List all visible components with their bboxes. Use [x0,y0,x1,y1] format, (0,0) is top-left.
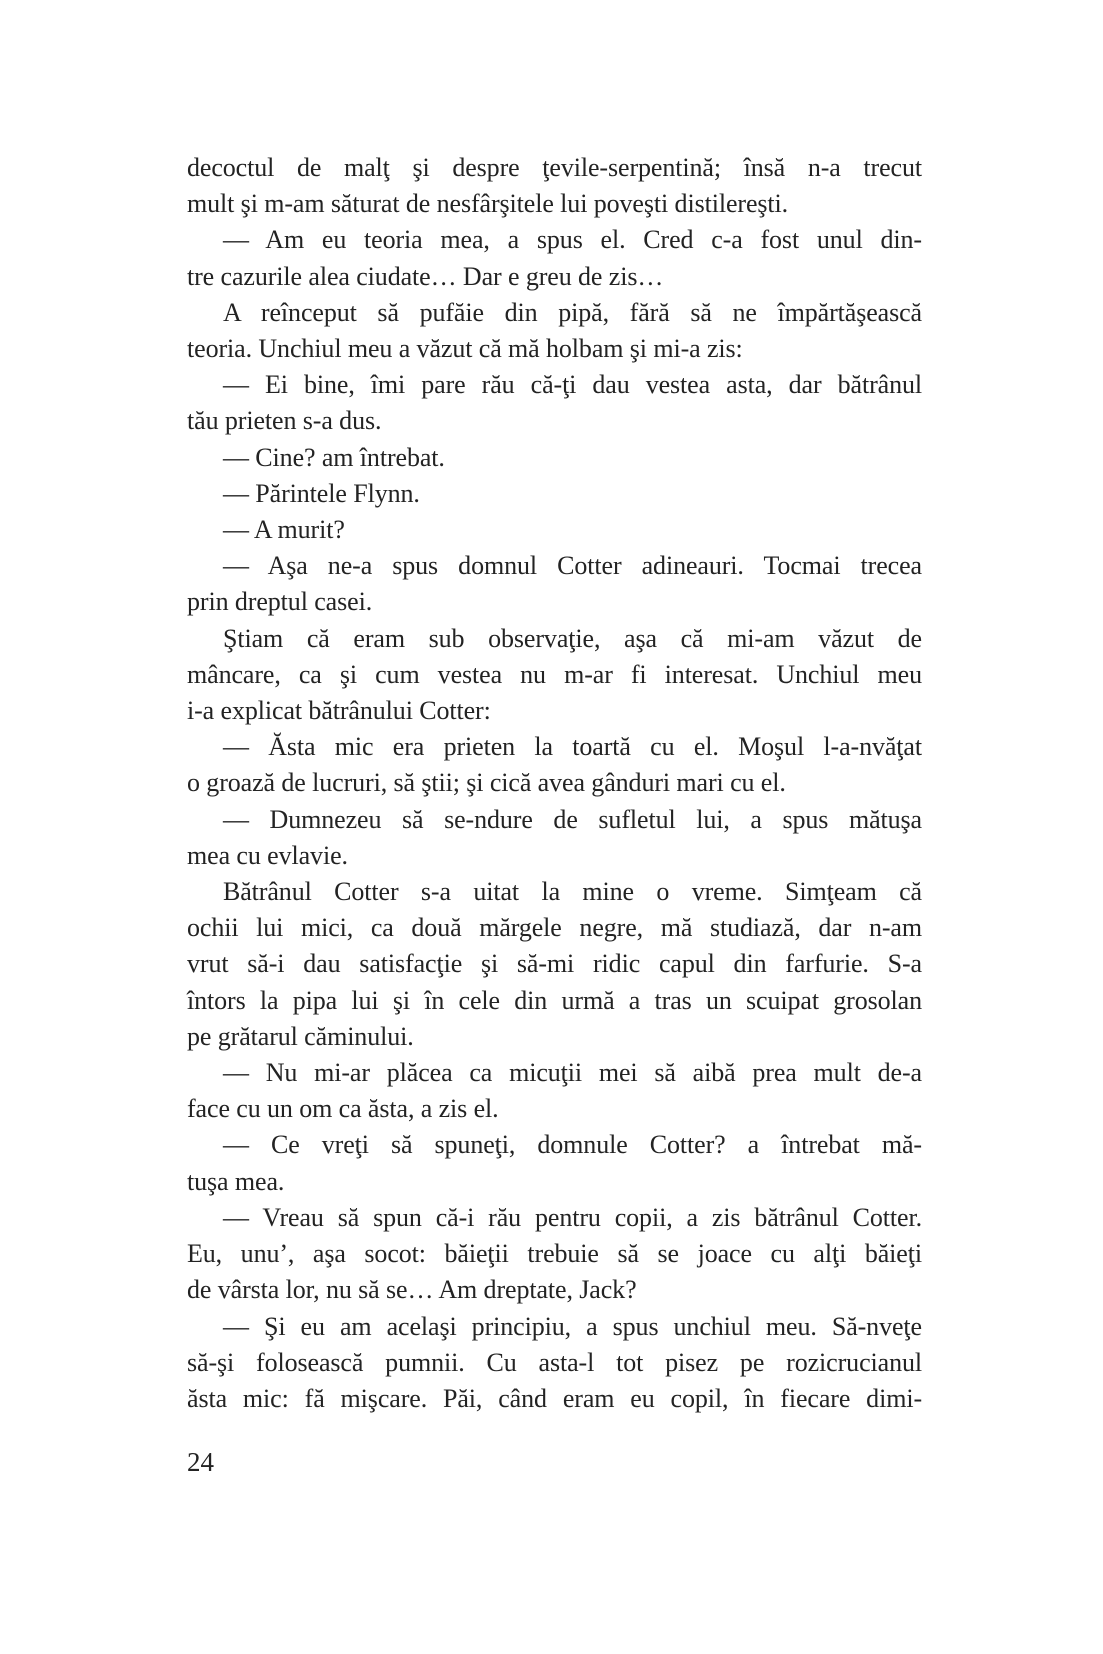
text-line: tuşa mea. [187,1166,285,1196]
page-number: 24 [187,1447,214,1477]
text-line: vrut să-i dau satisfacţie şi să-mi ridic capul din farfurie. S-a [187,949,922,979]
text-line: — Aşa ne-a spus domnul Cotter adineauri. Tocmai trecea [223,551,922,581]
text-line: teoria. Unchiul meu a văzut că mă holbam şi mi-a zis: [187,334,743,364]
text-line: — Şi eu am acelaşi principiu, a spus unchiul meu. Să-nveţe [223,1311,922,1341]
text-line: face cu un om ca ăsta, a zis el. [187,1094,499,1124]
text-line: A reînceput să pufăie din pipă, fără să ne împărtăşească [223,297,922,327]
text-line: de vârsta lor, nu să se… Am dreptate, Jack? [187,1275,637,1305]
text-line: i-a explicat bătrânului Cotter: [187,696,491,726]
text-line: — Vreau să spun că-i rău pentru copii, a zis bătrânul Cotter. [223,1202,922,1232]
text-line: o groază de lucruri, să ştii; şi cică avea gânduri mari cu el. [187,768,786,798]
text-line: — Părintele Flynn. [223,478,420,508]
text-line: — Nu mi-ar plăcea ca micuţii mei să aibă prea mult de-a [223,1058,922,1088]
text-line: — Am eu teoria mea, a spus el. Cred c-a fost unul din- [223,225,922,255]
text-line: ochii lui mici, ca două mărgele negre, mă studiază, dar n-am [187,913,922,943]
text-line: — Dumnezeu să se-ndure de sufletul lui, a spus mătuşa [223,804,922,834]
text-line: decoctul de malţ şi despre ţevile-serpentină; însă n-a trecut [187,153,922,182]
text-line: Bătrânul Cotter s-a uitat la mine o vreme. Simţeam că [223,877,922,907]
text-line: — Ce vreţi să spuneţi, domnule Cotter? a întrebat mă- [223,1130,922,1160]
text-line: mea cu evlavie. [187,840,348,870]
text-line: — Ei bine, îmi pare rău că-ţi dau vestea asta, dar bătrânul [223,370,922,400]
text-line: întors la pipa lui şi în cele din urmă a tras un scuipat grosolan [187,985,922,1015]
text-line: ăsta mic: fă mişcare. Păi, când eram eu copil, în fiecare dimi- [187,1383,922,1413]
text-line: mâncare, ca şi cum vestea nu m-ar fi interesat. Unchiul meu [187,659,922,689]
text-line: prin dreptul casei. [187,587,373,617]
text-line: — Cine? am întrebat. [223,442,445,472]
text-line: tre cazurile alea ciudate… Dar e greu de zis… [187,261,664,291]
text-line: să-şi folosească pumnii. Cu asta-l tot pisez pe rozicrucianul [187,1347,922,1377]
text-line: Eu, unu’, aşa socot: băieţii trebuie să se joace cu alţi băieţi [187,1239,922,1269]
text-line: tău prieten s-a dus. [187,406,382,436]
text-line: — A murit? [223,515,345,545]
page-text-block [187,150,922,1417]
text-line: — Ăsta mic era prieten la toartă cu el. Moşul l-a-nvăţat [223,732,922,762]
text-line: Ştiam că eram sub observaţie, aşa că mi-am văzut de [223,623,922,653]
text-line: pe grătarul căminului. [187,1021,414,1051]
text-line: mult şi m-am săturat de nesfârşitele lui poveşti distilereşti. [187,189,789,219]
